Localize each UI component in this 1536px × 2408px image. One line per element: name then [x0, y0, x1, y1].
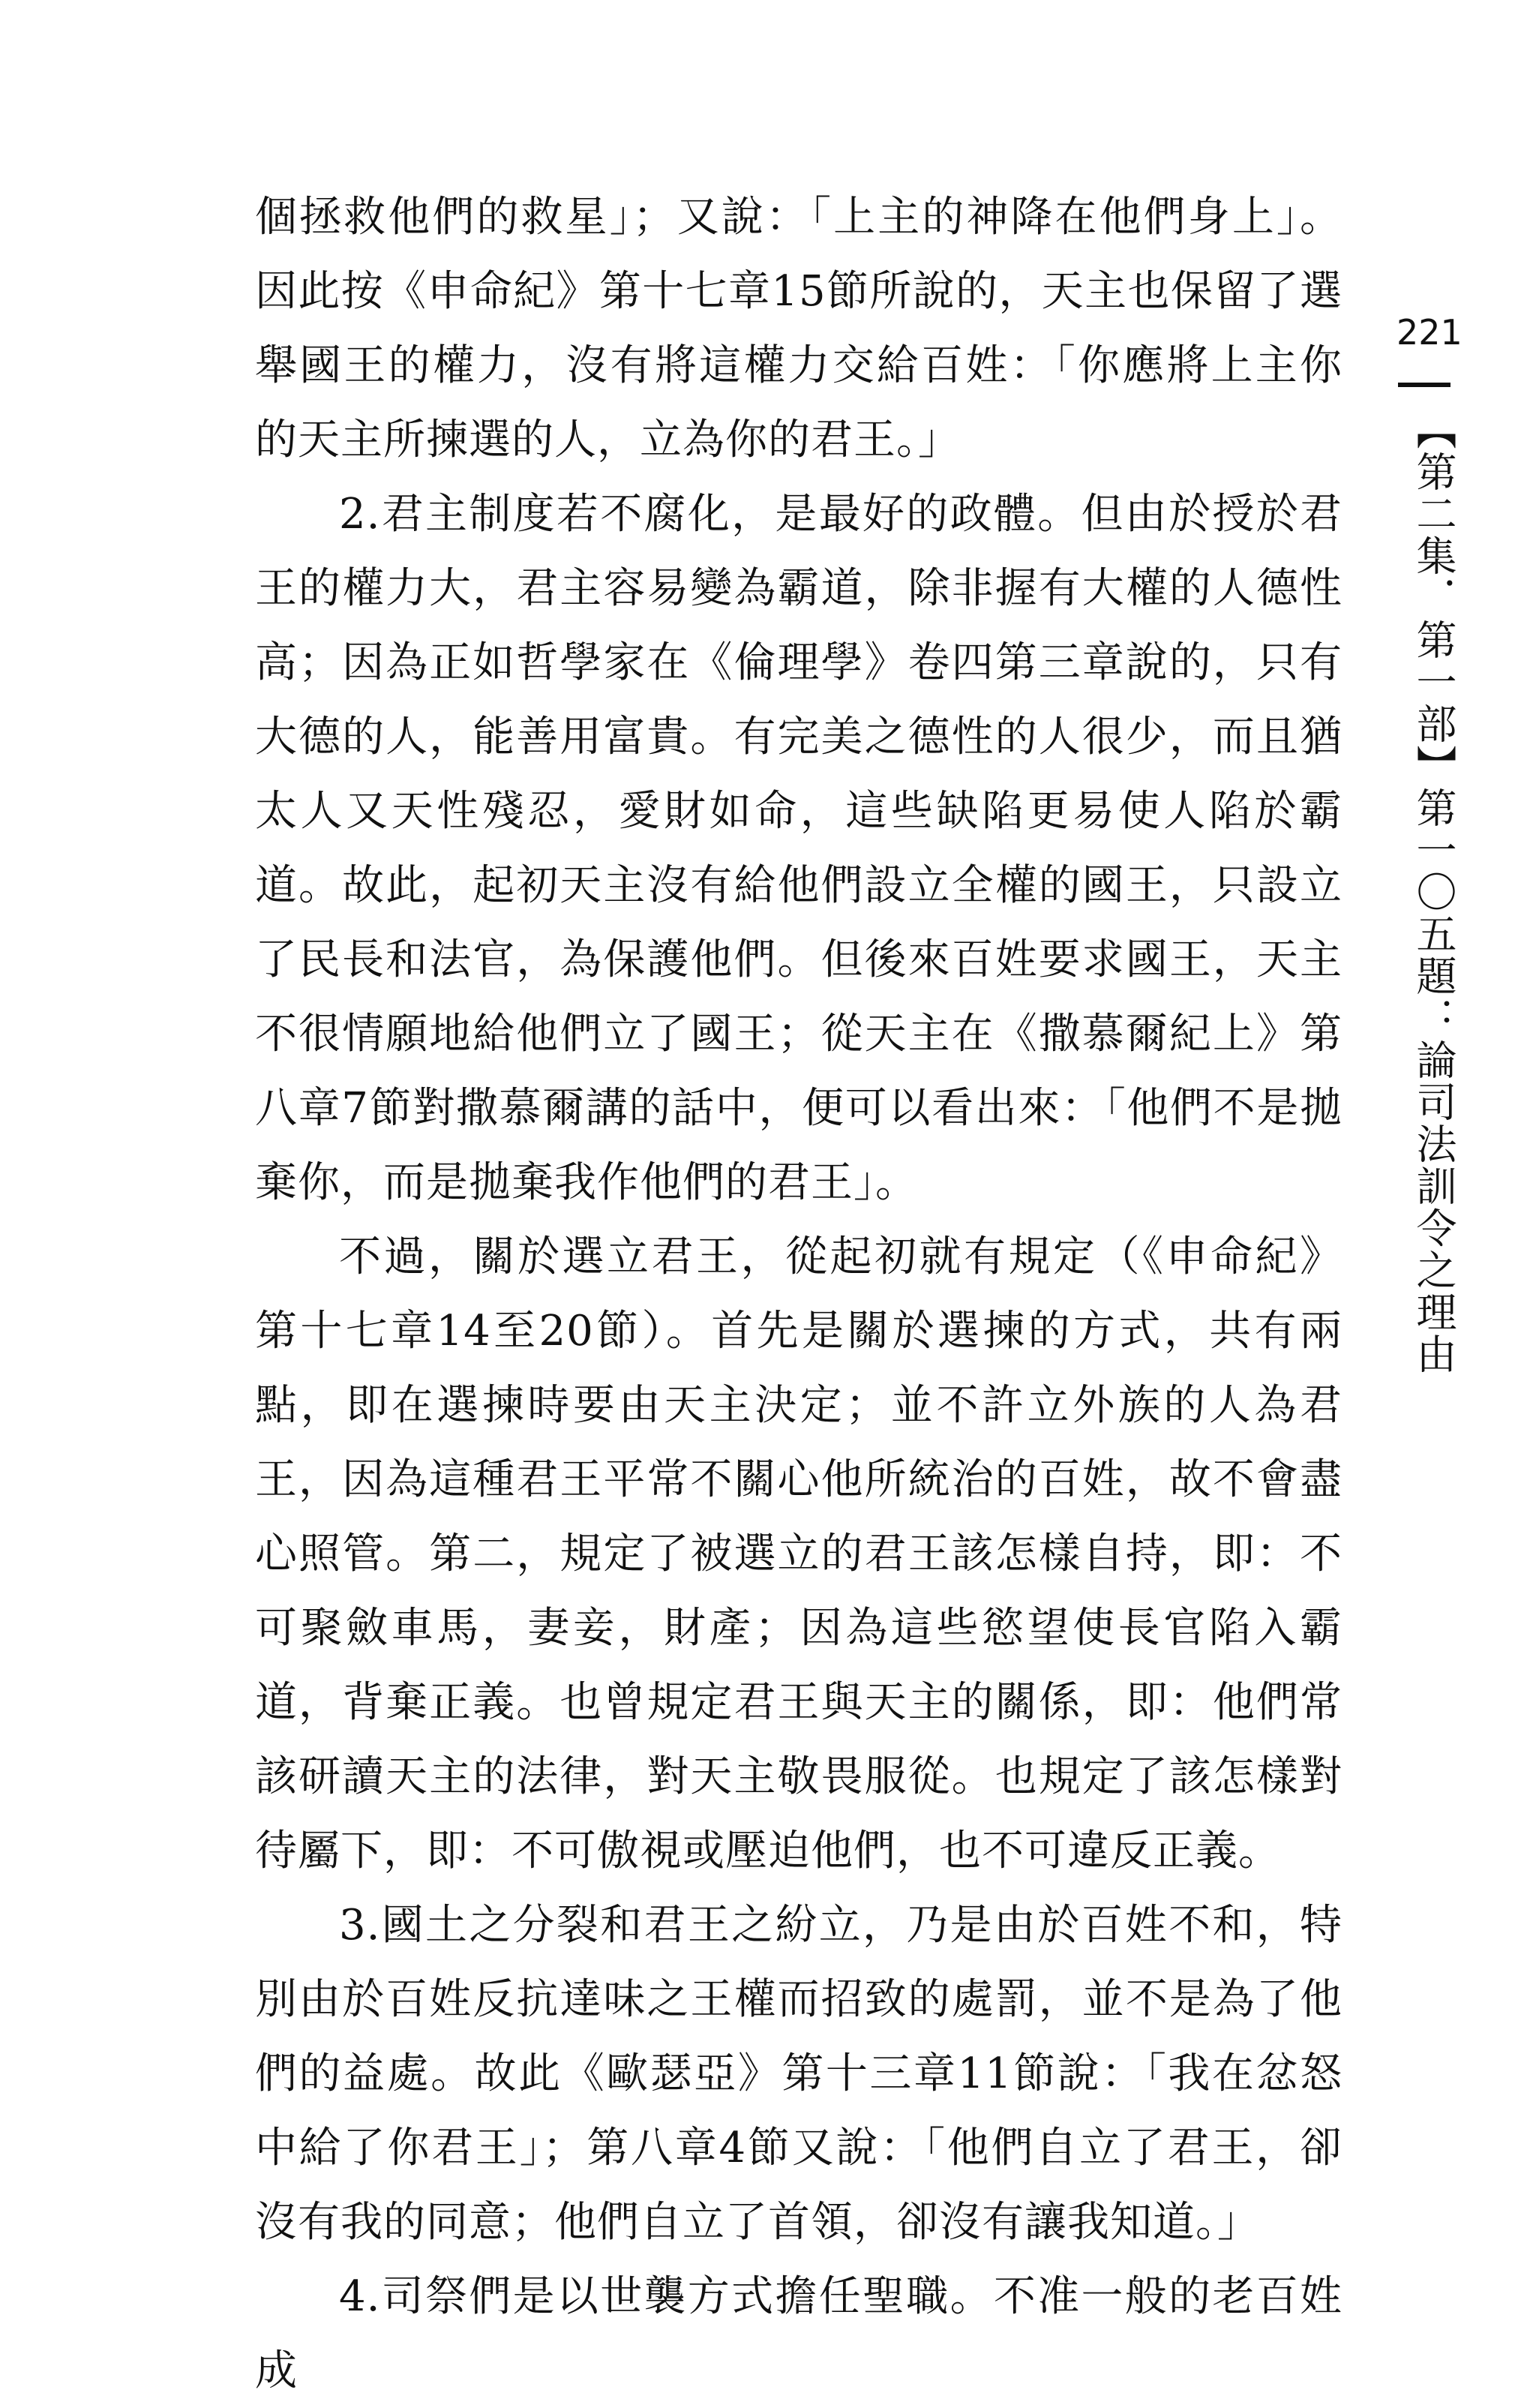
- paragraph-3: 不過，關於選立君王，從起初就有規定（《申命紀》第十七章14至20節）。首先是關於選揀的方式，共有兩點，即在選揀時要由天主決定；並不許立外族的人為君王，因為這種君王平常不關心他所統治的百姓，故不會盡心照管。第二，規定了被選立的君王該怎樣自持，即：不可聚斂車馬，妻妾，財產；因為這些慾望使長官陷入霸道，背棄正義。也曾規定君王與天主的關係，即：他們常該研讀天主的法律，對天主敬畏服從。也規定了該怎樣對待屬下，即：不可傲視或壓迫他們，也不可違反正義。: [255, 1233, 1342, 1875]
- page-number: 221: [1396, 312, 1462, 353]
- running-header: 【第二集．第一部】第一〇五題：論司法訓令之理由: [1410, 409, 1457, 1375]
- paragraph-2: 2.君主制度若不腐化，是最好的政體。但由於授於君王的權力大，君主容易變為霸道，除非握有大權的人德性高；因為正如哲學家在《倫理學》卷四第三章說的，只有大德的人，能善用富貴。有完美之德性的人很少，而且猶太人又天性殘忍，愛財如命，這些缺陷更易使人陷於霸道。故此，起初天主沒有給他們設立全權的國王，只設立了民長和法官，為保護他們。但後來百姓要求國王，天主不很情願地給他們立了國王；從天主在《撒慕爾紀上》第八章7節對撒慕爾講的話中，便可以看出來：「他們不是拋棄你，而是拋棄我作他們的君王」。: [255, 490, 1342, 1207]
- paragraph-4: 3.國土之分裂和君王之紛立，乃是由於百姓不和，特別由於百姓反抗達味之王權而招致的處罰，並不是為了他們的益處。故此《歐瑟亞》第十三章11節說：「我在忿怒中給了你君王」；第八章4節又說：「他們自立了君王，卻沒有我的同意；他們自立了首領，卻沒有讓我知道。」: [255, 1901, 1342, 2247]
- header-rule: [1398, 383, 1450, 387]
- paragraph-5: 4.司祭們是以世襲方式擔任聖職。不准一般的老百姓成: [255, 2272, 1342, 2395]
- paragraph-1: 個拯救他們的救星」；又說：「上主的神降在他們身上」。因此按《申命紀》第十七章15節所說的，天主也保留了選舉國王的權力，沒有將這權力交給百姓：「你應將上主你的天主所揀選的人，立為你的君王。」: [255, 193, 1342, 464]
- body-text: [255, 180, 1342, 2408]
